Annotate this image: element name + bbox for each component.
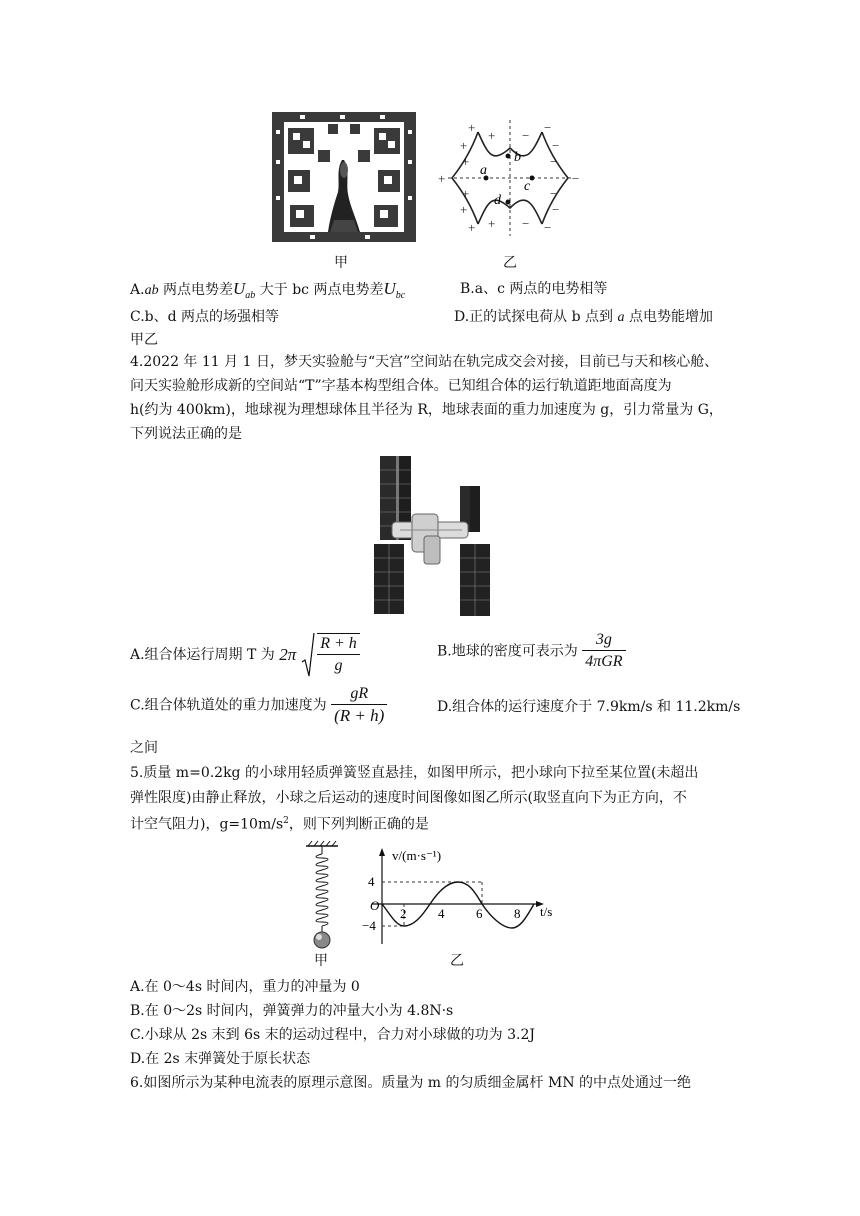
point-b-label: b (514, 150, 521, 165)
svg-text:−: − (544, 120, 552, 135)
point-d-label: d (494, 193, 501, 208)
svg-text:−: − (552, 202, 560, 217)
q4-stem-line2: 问天实验舱形成新的空间站“T”字基本构型组合体。已知组合体的运行轨道距地面高度为 (130, 378, 672, 394)
svg-text:+: + (438, 171, 446, 186)
graph-origin: O (370, 898, 380, 913)
q5-caption-right: 乙 (450, 953, 464, 969)
graph-xtick-6: 6 (476, 906, 483, 921)
svg-text:+: + (468, 220, 476, 235)
q5-spring-figure (300, 840, 344, 954)
svg-text:+: + (460, 202, 468, 217)
q5-stem-line2: 弹性限度)由静止释放，小球之后运动的速度时间图像如图乙所示(取竖直向下为正方向，不 (130, 790, 687, 806)
q3-option-d: D.正的试探电荷从 b 点到 a 点电势能增加 (454, 309, 713, 325)
q5-option-d: D.在 2s 末弹簧处于原长状态 (130, 1051, 311, 1067)
svg-text:−: − (552, 138, 560, 153)
q6-stem-line1: 6.如图所示为某种电流表的原理示意图。质量为 m 的匀质细金属杆 MN 的中点处通过一绝 (130, 1075, 692, 1091)
q5-option-a: A.在 0～4s 时间内，重力的冲量为 0 (130, 979, 360, 995)
graph-ylabel: v/(m·s⁻¹) (392, 848, 442, 863)
svg-text:−: − (550, 154, 558, 169)
svg-text:+: + (468, 120, 476, 135)
q5-stem-line1: 5.质量 m=0.2kg 的小球用轻质弹簧竖直悬挂，如图甲所示，把小球向下拉至某位置(未超出 (130, 765, 699, 781)
q5-option-b: B.在 0～2s 时间内，弹簧弹力的冲量大小为 4.8N·s (130, 1003, 454, 1019)
svg-text:+: + (460, 138, 468, 153)
fig3-field-diagram (430, 118, 590, 242)
q3-extra-text: 甲乙 (130, 332, 158, 348)
svg-text:+: + (488, 128, 496, 143)
q4-option-d-continued: 之间 (130, 740, 158, 756)
svg-text:−: − (522, 216, 530, 231)
svg-text:+: + (462, 186, 470, 201)
svg-text:−: − (572, 171, 580, 186)
q3-option-a: A.ab 两点电势差$U_{ab}$ 大于 bc 两点电势差$U_{bc}$ (130, 279, 406, 301)
space-station-image (372, 452, 496, 618)
q5-stem-line3: 计空气阻力)，$g=10m/s^2$，则下列判断正确的是 (130, 816, 429, 833)
fig3-photo (270, 110, 418, 244)
graph-ytick-pos: 4 (368, 874, 375, 889)
q4-option-d: D.组合体的运行速度介于 7.9km/s 和 11.2km/s (437, 699, 741, 715)
q3-option-c: C.b、d 两点的场强相等 (130, 309, 280, 325)
q4-option-a: A.组合体运行周期 T 为 2π $\frac{R + h}{g}$ (130, 632, 360, 678)
svg-text:−: − (544, 220, 552, 235)
q3-option-b: B.a、c 两点的电势相等 (460, 281, 608, 297)
graph-xtick-8: 8 (514, 906, 521, 921)
q4-stem-line1: 4.2022 年 11 月 1 日，梦天实验舱与“天宫”空间站在轨完成交会对接，目前已与天和核心舱、 (130, 354, 719, 370)
fig3-caption-right: 乙 (503, 255, 517, 271)
graph-xtick-4: 4 (438, 906, 445, 921)
svg-text:+: + (462, 154, 470, 169)
graph-xlabel: t/s (540, 904, 553, 919)
q4-stem-line3: h(约为 400km)，地球视为理想球体且半径为 R，地球表面的重力加速度为 g，引力常量为 G， (130, 402, 723, 418)
q5-caption-left: 甲 (314, 953, 328, 969)
graph-xtick-2: 2 (400, 906, 407, 921)
svg-text:−: − (550, 186, 558, 201)
graph-ytick-neg: −4 (362, 918, 376, 933)
q4-stem-line4: 下列说法正确的是 (130, 426, 242, 442)
svg-text:−: − (522, 128, 530, 143)
fig3-caption-left: 甲 (334, 255, 348, 271)
q4-option-c: C.组合体轨道处的重力加速度为 $\frac{gR}{(R + h)}$ (130, 684, 387, 727)
q4-option-b: B.地球的密度可表示为 $\frac{3g}{\text{4πGR}}$ (437, 630, 626, 673)
point-a-label: a (480, 163, 487, 178)
q5-option-c: C.小球从 2s 末到 6s 末的运动过程中，合力对小球做的功为 3.2J (130, 1027, 535, 1043)
q5-vt-graph (352, 844, 572, 954)
svg-text:+: + (488, 216, 496, 231)
point-c-label: c (524, 179, 531, 194)
